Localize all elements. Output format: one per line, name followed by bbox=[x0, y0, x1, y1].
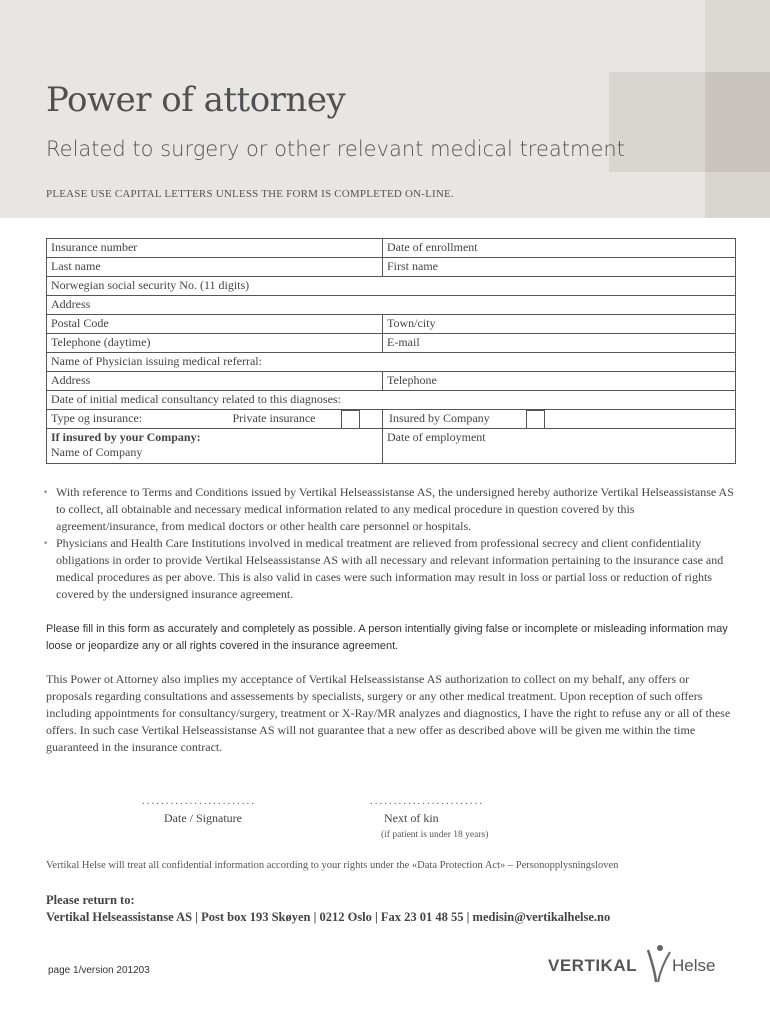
ssn-field[interactable]: Norwegian social security No. (11 digits) bbox=[47, 277, 736, 296]
terms-bullet-1: • With reference to Terms and Conditions issued by Vertikal Helseassistanse AS, the undersigned hereby authorize Vertikal Helseassistanse AS to collect, all obtainable and necessary medical information related to any medical procedure in question covered by this agreement/insurance, from medical doctors or other health care personnel or hospitals. bbox=[46, 484, 736, 535]
page-subtitle: Related to surgery or other relevant medical treatment bbox=[46, 137, 625, 161]
date-of-enrollment-field[interactable]: Date of enrollment bbox=[383, 239, 736, 258]
physician-telephone-field[interactable]: Telephone bbox=[383, 372, 736, 391]
first-name-field[interactable]: First name bbox=[383, 258, 736, 277]
date-signature-label: Date / Signature bbox=[164, 811, 242, 825]
next-of-kin-label: Next of kin bbox=[384, 811, 439, 825]
decor-square-3 bbox=[705, 72, 770, 172]
telephone-field[interactable]: Telephone (daytime) bbox=[47, 334, 383, 353]
insured-by-company-cell: Insured by Company bbox=[383, 410, 736, 429]
return-heading: Please return to: bbox=[46, 893, 135, 907]
kin-note: (if patient is under 18 years) bbox=[381, 830, 489, 840]
last-name-field[interactable]: Last name bbox=[47, 258, 383, 277]
physician-name-field[interactable]: Name of Physician issuing medical referral: bbox=[47, 353, 736, 372]
acceptance-paragraph: This Power ot Attorney also implies my acceptance of Vertikal Helseassistanse AS authorization to collect on my behalf, any offers or proposals regarding consultations and assessements by specialists, surgery or any other medical treatment. Upon reception of such offers including appointments for consultancy/surgery, treatment or X-Ray/MR analyzes and diagnostics, I have the right to refuse any or all of these offers. In such case Vertikal Helseassistanse AS will not guarantee that a new offer as described above will be given me within the time guaranteed in the insurance contract. bbox=[46, 672, 731, 754]
town-city-field[interactable]: Town/city bbox=[383, 315, 736, 334]
page-title: Power of attorney bbox=[46, 80, 346, 120]
decor-square-4 bbox=[705, 172, 770, 218]
postal-code-field[interactable]: Postal Code bbox=[47, 315, 383, 334]
instruction-text: PLEASE USE CAPITAL LETTERS UNLESS THE FORM IS COMPLETED ON-LINE. bbox=[46, 188, 454, 200]
decor-square-2 bbox=[705, 0, 770, 72]
return-address: Vertikal Helseassistanse AS | Post box 193 Skøyen | 0212 Oslo | Fax 23 01 48 55 | medisin@vertikalhelse.no bbox=[46, 910, 611, 924]
private-insurance-checkbox[interactable] bbox=[341, 410, 360, 429]
warning-text: Please fill in this form as accurately and completely as possible. A person intentially giving false or incomplete or misleading information may loose or jeopardize any or all rights covered in the insurance agreement. bbox=[46, 623, 728, 652]
vertikal-helse-logo: VERTIKAL Helse bbox=[548, 944, 728, 984]
private-insurance-label: Private insurance bbox=[232, 411, 316, 425]
email-field[interactable]: E-mail bbox=[383, 334, 736, 353]
insurance-form bbox=[46, 238, 736, 464]
address-field[interactable]: Address bbox=[47, 296, 736, 315]
next-of-kin-line[interactable]: ........................ bbox=[370, 795, 484, 807]
signature-line[interactable]: ........................ bbox=[142, 795, 256, 807]
insurance-number-field[interactable]: Insurance number bbox=[47, 239, 383, 258]
physician-address-field[interactable]: Address bbox=[47, 372, 383, 391]
page-number: page 1/version 201203 bbox=[48, 965, 150, 976]
insured-by-company-checkbox[interactable] bbox=[526, 410, 545, 429]
privacy-statement: Vertikal Helse will treat all confidential information according to your rights under the «Data Protection Act» – Personopplysningsloven bbox=[46, 860, 619, 871]
company-name-field[interactable]: If insured by your Company: Name of Company bbox=[47, 429, 383, 464]
type-insurance-cell: Type og insurance: Private insurance bbox=[47, 410, 383, 429]
date-of-employment-field[interactable]: Date of employment bbox=[383, 429, 736, 464]
terms-bullet-2: • Physicians and Health Care Institutions involved in medical treatment are relieved from professional secrecy and client confidentiality obligations in order to provide Vertikal Helseassistanse AS with all necessary and relevant information pertaining to the insurance case and medical procedures as per above. This is also valid in cases were such information may result in loss or partial loss or reduction of rights covered by the undersigned insurance agreement. bbox=[46, 535, 736, 603]
figure-logo-icon bbox=[646, 944, 672, 984]
date-initial-consultancy-field[interactable]: Date of initial medical consultancy related to this diagnoses: bbox=[47, 391, 736, 410]
terms-list bbox=[46, 484, 736, 603]
